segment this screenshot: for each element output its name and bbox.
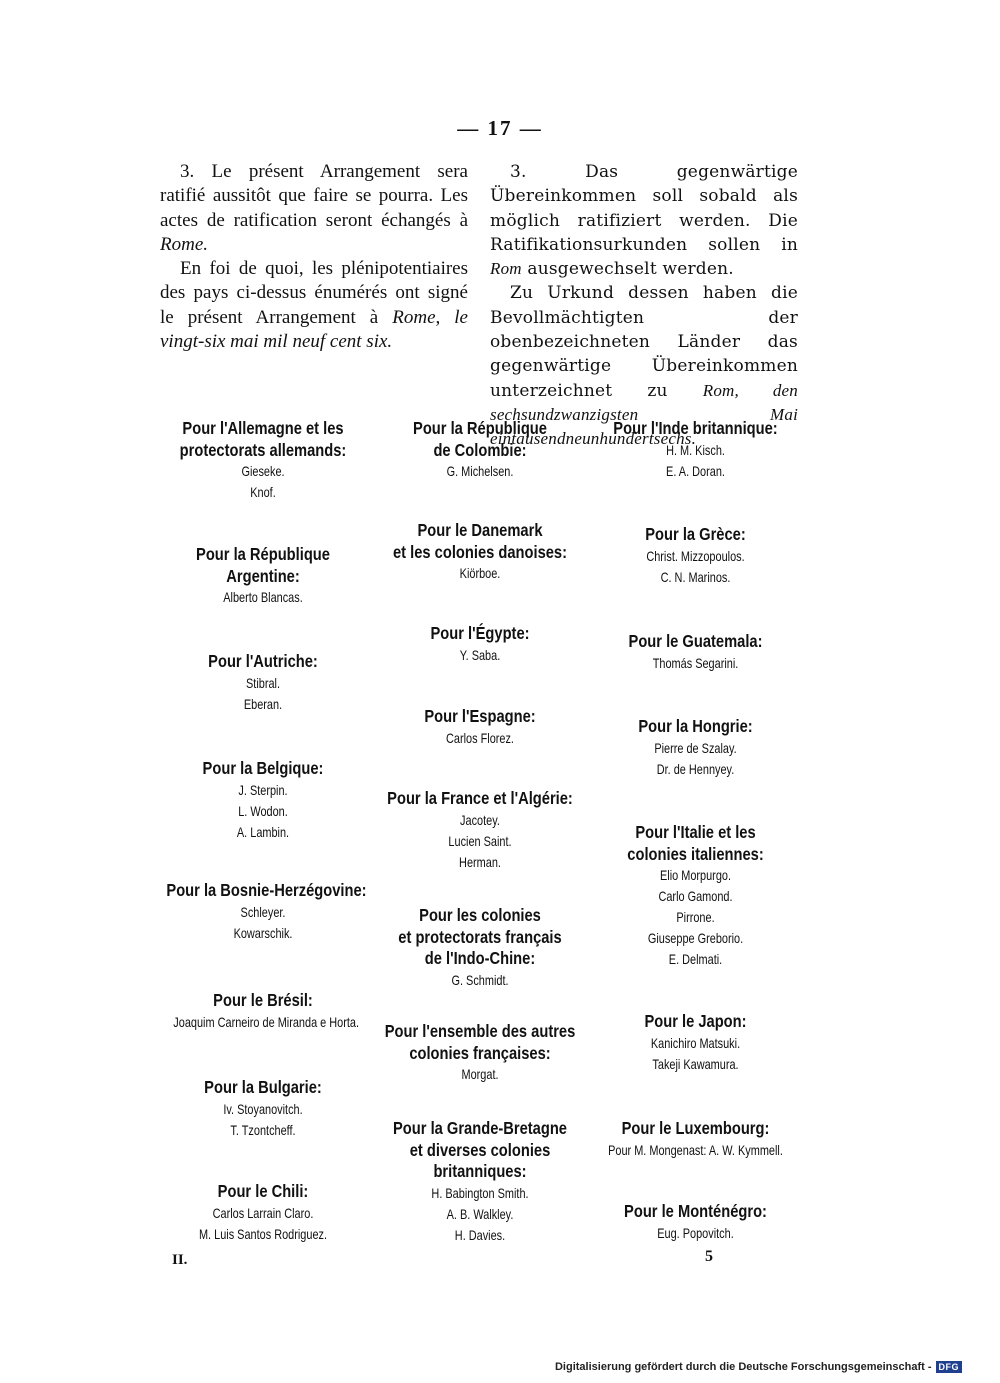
signature-block <box>148 1181 378 1245</box>
signatory-name: Jacotey. <box>460 811 500 828</box>
signature-heading: Pour la République <box>196 544 330 564</box>
signatory-name: H. Babington Smith. <box>431 1184 529 1201</box>
signature-heading: Pour la République <box>413 418 547 438</box>
signature-heading: britanniques: <box>433 1161 527 1181</box>
signatory-name: Pierre de Szalay. <box>654 739 737 756</box>
signatory-name: Knof. <box>250 484 276 500</box>
signature-block <box>148 758 378 843</box>
signature-heading: Pour le Japon: <box>644 1011 747 1031</box>
signatory-name: Kiörboe. <box>459 565 501 581</box>
signature-block <box>148 990 378 1033</box>
signatory-name: T. Tzontcheff. <box>230 1121 296 1138</box>
signatory-name: Stibral. <box>245 674 280 691</box>
signature-block <box>365 706 595 749</box>
signatory-name: E. Delmati. <box>668 951 723 967</box>
signature-block <box>578 1118 813 1161</box>
signature-block <box>365 418 595 482</box>
signature-heading: Pour la Bulgarie: <box>204 1077 322 1097</box>
sheet-number: 5 <box>705 1248 713 1265</box>
signatory-name: Iv. Stoyanovitch. <box>223 1100 303 1117</box>
signature-heading: Pour la Belgique: <box>202 758 324 778</box>
signature-heading: Pour l'Autriche: <box>208 651 318 671</box>
signature-heading: Pour le Brésil: <box>213 990 313 1010</box>
signatory-name: Carlo Gamond. <box>658 888 733 904</box>
signature-block <box>148 418 378 503</box>
signatory-name: Carlos Larrain Claro. <box>212 1204 314 1221</box>
french-paragraph-1: 3. Le présent Arrangement sera ratifié aussitôt que faire se pourra. Les actes de ratification seront échangés à Rome. <box>160 161 468 255</box>
signatory-name: Kowarschik. <box>233 924 293 941</box>
signature-block <box>578 1201 813 1244</box>
signatory-name: H. M. Kisch. <box>666 441 725 458</box>
signature-heading: Pour l'Inde britannique: <box>613 418 778 438</box>
signatory-name: Kanichiro Matsuki. <box>650 1034 741 1051</box>
signatory-name: Gieseke. <box>241 463 285 479</box>
signature-heading: de Colombie: <box>433 439 527 460</box>
signatory-name: L. Wodon. <box>238 802 288 819</box>
signatory-name: Dr. de Hennyey. <box>656 760 735 777</box>
signature-block <box>365 788 595 873</box>
french-text-column <box>160 160 468 354</box>
signature-block <box>365 1021 595 1085</box>
signatory-name: Eberan. <box>243 695 283 712</box>
signatory-name: Joaquim Carneiro de Miranda e Horta. <box>173 1013 360 1030</box>
signatory-name: Christ. Mizzopoulos. <box>646 547 745 564</box>
signature-heading: Pour l'Italie et les <box>635 822 756 842</box>
signature-heading: Pour le Luxembourg: <box>621 1118 770 1138</box>
signatory-name: G. Michelsen. <box>446 463 514 479</box>
signatory-name: J. Sterpin. <box>238 781 288 798</box>
signatory-name: Pirrone. <box>676 909 715 925</box>
signature-heading: protectorats allemands: <box>179 439 347 460</box>
signatory-name: E. A. Doran. <box>666 462 725 479</box>
signatory-name: Thomás Segarini. <box>652 654 739 671</box>
signature-heading: et les colonies danoises: <box>392 541 568 562</box>
signature-heading: colonies italiennes: <box>627 843 764 864</box>
signatory-name: Carlos Florez. <box>446 729 514 746</box>
signature-heading: Pour l'Espagne: <box>424 706 536 726</box>
signature-block <box>148 651 378 715</box>
signature-block <box>578 631 813 674</box>
signature-heading: Pour la Bosnie-Herzégovine: <box>166 880 367 900</box>
german-paragraph-1: 3. Das gegenwärtige Übereinkommen soll sobald als möglich ratifiziert werden. Die Ratifikationsurkunden sollen in Rom ausgewechselt werden. <box>490 162 798 280</box>
sheet-marker: II. <box>172 1252 188 1268</box>
signature-heading: et diverses colonies <box>409 1139 551 1160</box>
signature-block <box>578 1011 813 1075</box>
signature-block <box>365 1118 595 1246</box>
signature-block <box>365 520 595 584</box>
signature-heading: Pour l'ensemble des autres <box>384 1021 576 1041</box>
signatory-name: A. Lambin. <box>236 823 290 840</box>
signature-block <box>578 716 813 780</box>
signatory-name: Schleyer. <box>240 903 286 920</box>
german-text-column <box>490 160 798 452</box>
signature-heading: Pour le Chili: <box>217 1181 309 1201</box>
signatory-name: Herman. <box>459 853 501 870</box>
signature-heading: Pour l'Allemagne et les <box>182 418 344 438</box>
signature-heading: colonies françaises: <box>409 1042 551 1063</box>
signatory-name: Alberto Blancas. <box>223 589 303 605</box>
digitization-footer <box>555 1361 962 1373</box>
signatory-name: H. Davies. <box>454 1226 506 1243</box>
signature-heading: Pour la Grèce: <box>645 524 746 544</box>
signature-block <box>578 418 813 482</box>
signature-heading: et protectorats français <box>398 926 562 947</box>
dfg-logo: DFG <box>936 1361 963 1373</box>
signature-heading: Pour la France et l'Algérie: <box>387 788 573 808</box>
signature-block <box>148 1077 378 1141</box>
signatory-name: Eug. Popovitch. <box>657 1224 734 1241</box>
signatory-name: Lucien Saint. <box>448 832 512 849</box>
signature-heading: Pour les colonies <box>419 905 541 925</box>
signatory-name: C. N. Marinos. <box>660 568 731 585</box>
signatory-name: G. Schmidt. <box>451 971 509 988</box>
german-paragraph-2: Zu Urkund dessen haben die Bevollmächtigten der obenbezeichneten Länder das gegenwärtige Übereinkommen unterzeichnet zu Rom, den sechsundzwanzigsten Mai eintausendneunhundertsechs. <box>490 283 799 449</box>
signature-heading: Pour le Danemark <box>417 520 543 540</box>
signatory-name: Giuseppe Greborio. <box>647 930 744 946</box>
signatory-name: Elio Morpurgo. <box>659 867 732 883</box>
signature-heading: Argentine: <box>226 565 300 586</box>
footer-text: Digitalisierung gefördert durch die Deutsche Forschungsgemeinschaft - <box>554 1361 932 1373</box>
french-paragraph-2: En foi de quoi, les plénipotentiaires des pays ci-dessus énumérés ont signé le présent Arrangement à Rome, le vingt-six mai mil neuf cent six. <box>160 258 468 353</box>
signatory-name: Pour M. Mongenast: A. W. Kymmell. <box>608 1141 783 1158</box>
signatory-name: A. B. Walkley. <box>446 1205 514 1222</box>
signature-heading: Pour le Guatemala: <box>628 631 763 651</box>
signatory-name: Morgat. <box>461 1066 499 1082</box>
signatory-name: M. Luis Santos Rodriguez. <box>198 1225 328 1242</box>
signature-block <box>365 905 595 991</box>
signature-block <box>578 822 813 970</box>
signature-heading: Pour la Grande-Bretagne <box>392 1118 567 1138</box>
signature-heading: Pour l'Égypte: <box>430 623 530 643</box>
signature-block <box>148 544 378 608</box>
signature-block <box>578 524 813 588</box>
signature-block <box>148 880 378 944</box>
signatory-name: Y. Saba. <box>459 646 501 663</box>
signatory-name: Takeji Kawamura. <box>652 1055 739 1072</box>
signature-heading: de l'Indo-Chine: <box>424 948 536 968</box>
signature-heading: Pour le Monténégro: <box>624 1201 767 1221</box>
page-number: — 17 — <box>457 116 543 140</box>
signature-block <box>365 623 595 666</box>
signature-heading: Pour la Hongrie: <box>638 716 753 736</box>
